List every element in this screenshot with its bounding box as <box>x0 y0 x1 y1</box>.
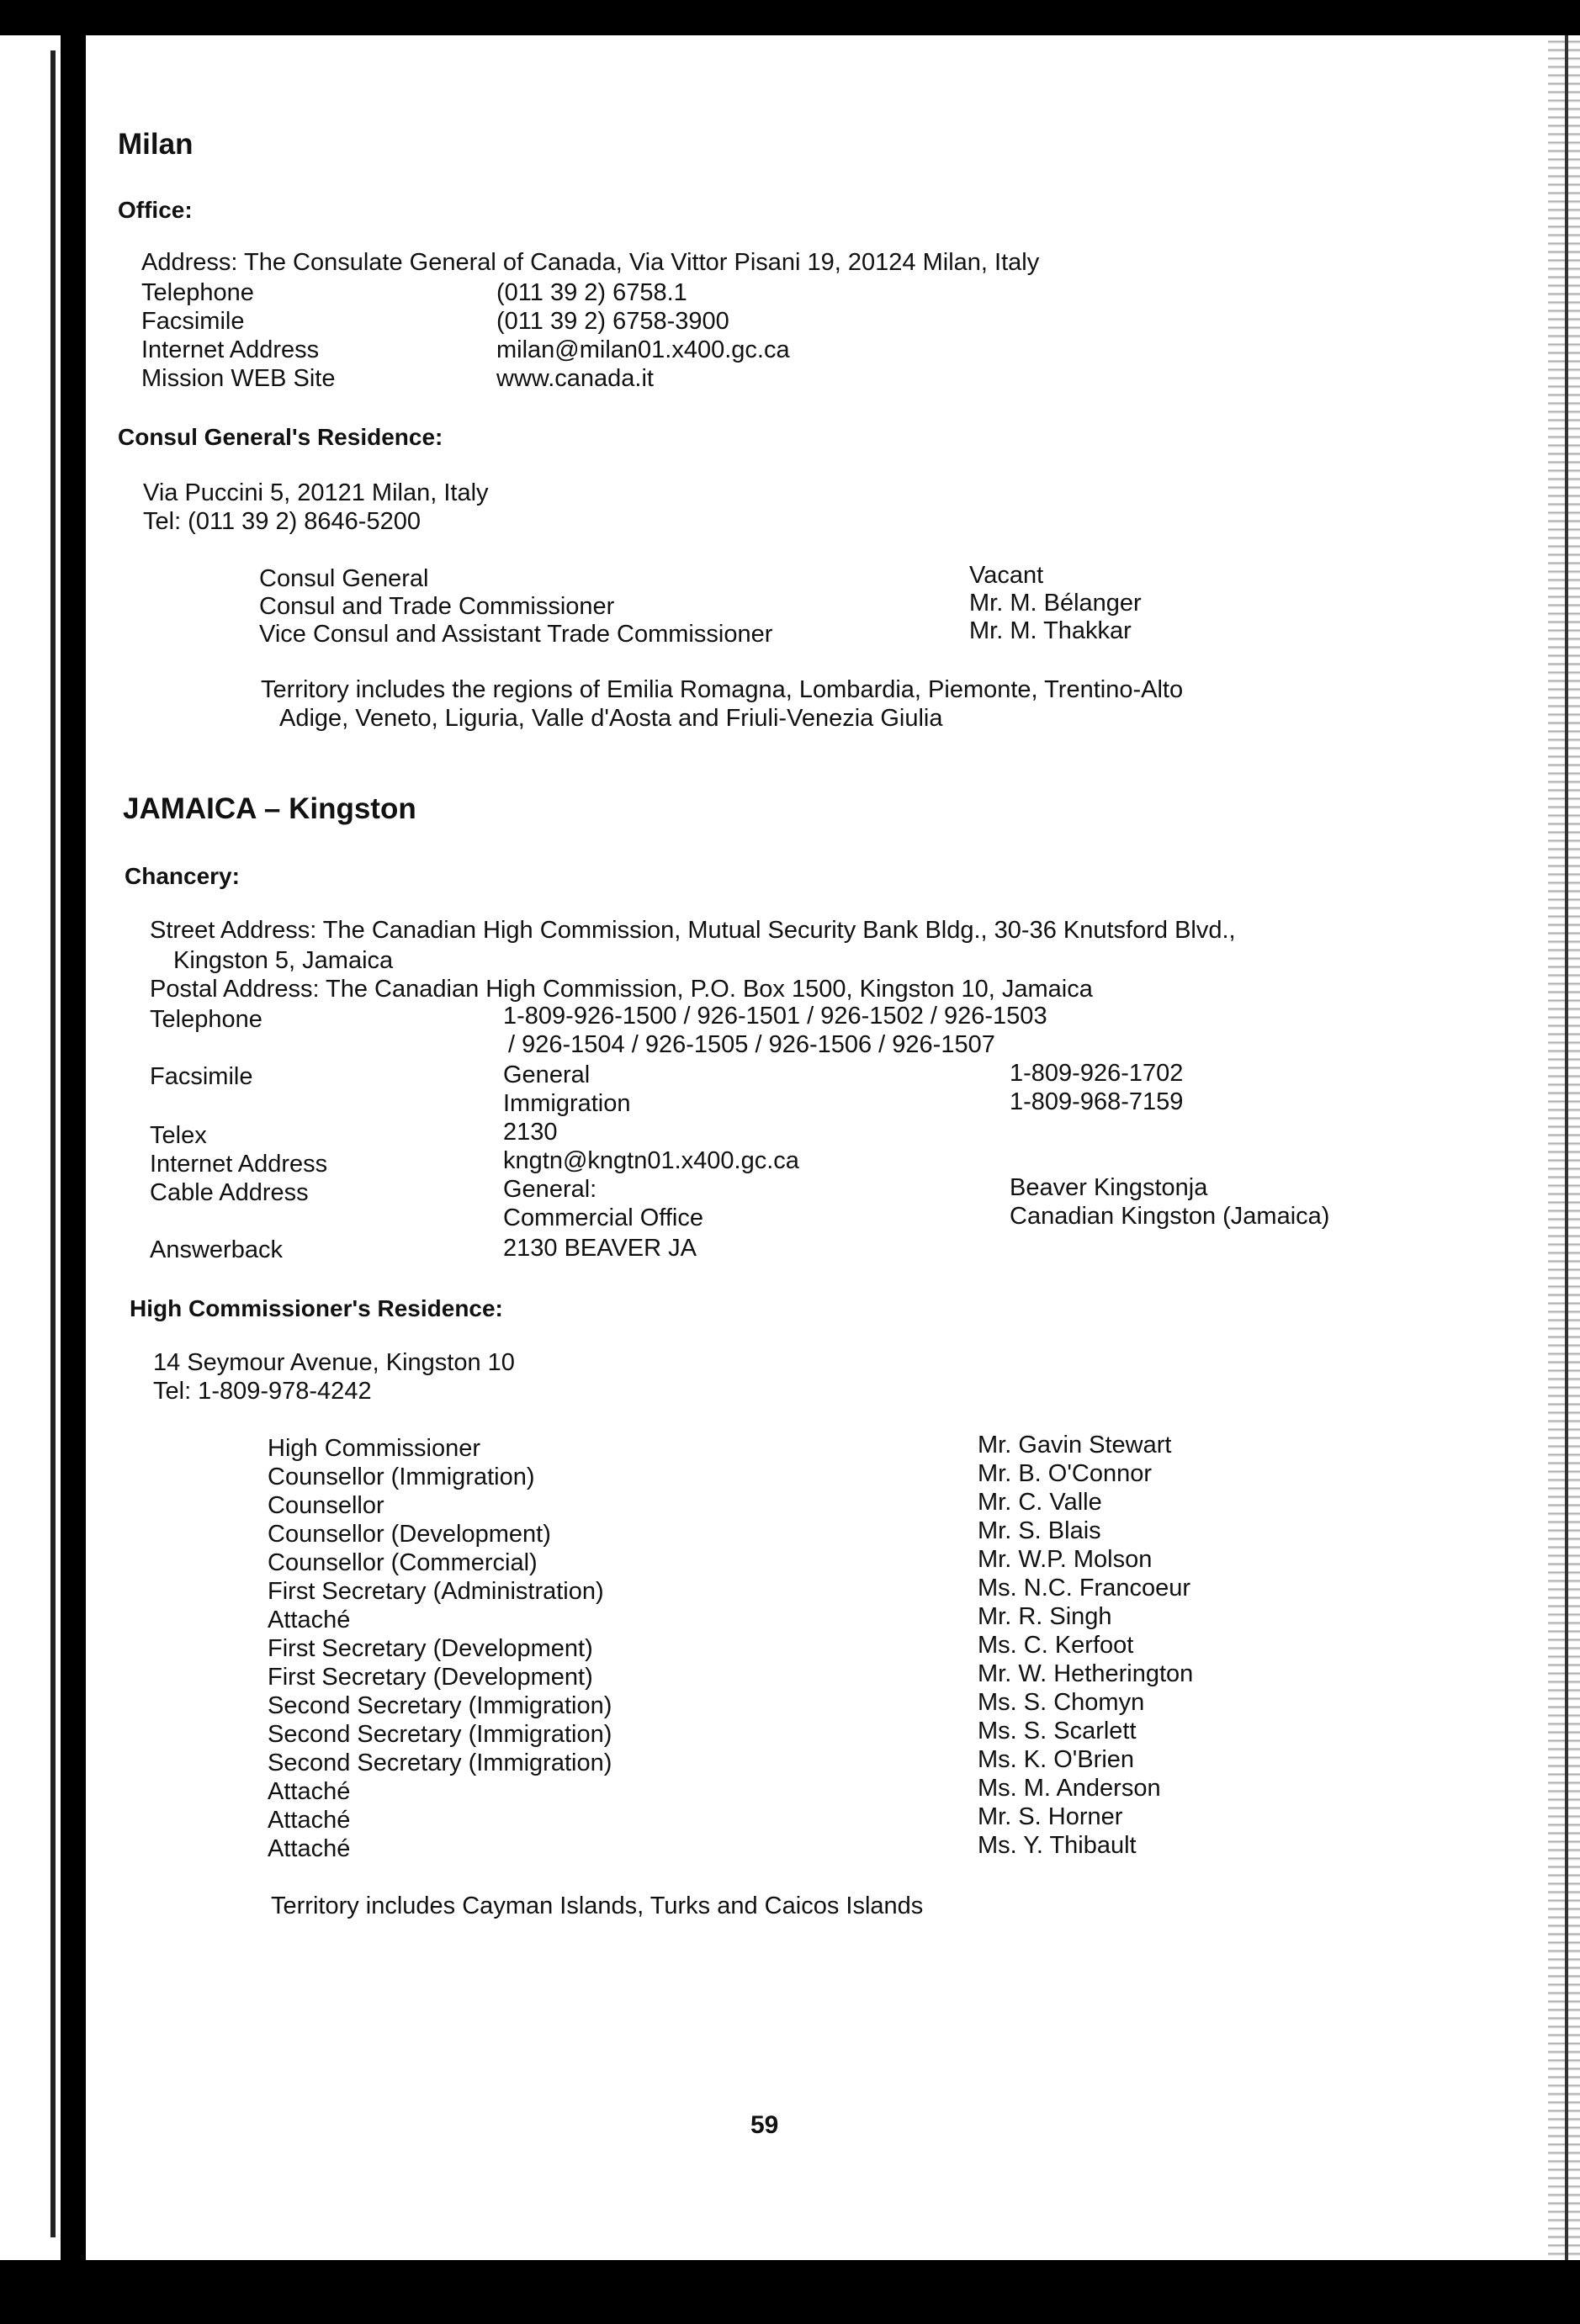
scan-border-right-edge <box>1565 35 1568 2260</box>
jamaica-residence-heading: High Commissioner's Residence: <box>130 1295 503 1321</box>
jamaica-internet-label: Internet Address <box>150 1151 328 1178</box>
jamaica-telephone-label: Telephone <box>150 1006 262 1033</box>
jamaica-street-address: Kingston 5, Jamaica <box>173 947 394 974</box>
jamaica-telephone-line: 1-809-926-1500 / 926-1501 / 926-1502 / 926-1503 <box>503 1003 1047 1030</box>
jamaica-staff-name: Mr. W. Hetherington <box>978 1660 1194 1687</box>
milan-staff-title: Vice Consul and Assistant Trade Commissioner <box>259 621 773 648</box>
jamaica-staff-title: Attaché <box>268 1778 351 1805</box>
jamaica-telex-label: Telex <box>150 1122 207 1149</box>
scan-border-top <box>0 0 1580 35</box>
jamaica-postal-address: Postal Address: The Canadian High Commission, P.O. Box 1500, Kingston 10, Jamaica <box>150 976 1093 1003</box>
jamaica-staff-title: Counsellor <box>268 1492 384 1519</box>
milan-field-value: (011 39 2) 6758.1 <box>496 279 687 306</box>
milan-field-label: Mission WEB Site <box>141 365 336 392</box>
jamaica-staff-name: Ms. C. Kerfoot <box>978 1632 1134 1659</box>
jamaica-staff-title: Attaché <box>268 1835 351 1862</box>
jamaica-staff-name: Mr. S. Blais <box>978 1517 1101 1544</box>
jamaica-staff-name: Ms. N.C. Francoeur <box>978 1575 1190 1601</box>
milan-staff-name: Mr. M. Thakkar <box>969 617 1132 644</box>
milan-staff-title: Consul General <box>259 565 429 592</box>
page-number: 59 <box>750 2111 779 2139</box>
milan-office-address: Address: The Consulate General of Canada, Via Vittor Pisani 19, 20124 Milan, Italy <box>141 249 1040 276</box>
jamaica-answerback-label: Answerback <box>150 1236 283 1263</box>
jamaica-facsimile-sub: Immigration <box>503 1090 631 1117</box>
jamaica-chancery-heading: Chancery: <box>125 863 240 889</box>
jamaica-staff-name: Ms. M. Anderson <box>978 1775 1161 1802</box>
jamaica-residence-line: Tel: 1-809-978-4242 <box>153 1378 372 1405</box>
jamaica-staff-name: Mr. Gavin Stewart <box>978 1432 1172 1458</box>
jamaica-staff-name: Mr. C. Valle <box>978 1489 1102 1516</box>
milan-title: Milan <box>118 128 194 161</box>
jamaica-cable-label: Cable Address <box>150 1179 309 1206</box>
jamaica-staff-title: Second Secretary (Immigration) <box>268 1721 612 1748</box>
jamaica-staff-title: Counsellor (Commercial) <box>268 1549 538 1576</box>
jamaica-staff-title: First Secretary (Development) <box>268 1664 593 1691</box>
milan-field-value: www.canada.it <box>496 365 654 392</box>
milan-field-label: Internet Address <box>141 336 320 363</box>
jamaica-facsimile-label: Facsimile <box>150 1063 253 1090</box>
milan-residence-heading: Consul General's Residence: <box>118 424 443 450</box>
jamaica-staff-name: Mr. S. Horner <box>978 1803 1123 1830</box>
jamaica-residence-line: 14 Seymour Avenue, Kingston 10 <box>153 1349 515 1376</box>
jamaica-telephone-line: / 926-1504 / 926-1505 / 926-1506 / 926-1507 <box>508 1031 995 1058</box>
jamaica-staff-title: High Commissioner <box>268 1435 481 1462</box>
milan-residence-line: Via Puccini 5, 20121 Milan, Italy <box>143 479 489 506</box>
milan-staff-name: Vacant <box>969 562 1044 589</box>
jamaica-cable-sub: Commercial Office <box>503 1204 703 1231</box>
milan-staff-name: Mr. M. Bélanger <box>969 590 1142 617</box>
jamaica-staff-title: Counsellor (Development) <box>268 1521 551 1548</box>
jamaica-staff-name: Ms. S. Chomyn <box>978 1689 1145 1716</box>
jamaica-cable-value: Canadian Kingston (Jamaica) <box>1010 1203 1330 1230</box>
jamaica-staff-name: Ms. K. O'Brien <box>978 1746 1135 1773</box>
jamaica-staff-title: First Secretary (Development) <box>268 1635 593 1662</box>
milan-staff-title: Consul and Trade Commissioner <box>259 593 615 620</box>
jamaica-territory: Territory includes Cayman Islands, Turks and Caicos Islands <box>271 1893 924 1919</box>
scan-border-right <box>1548 35 1580 2260</box>
jamaica-staff-name: Ms. Y. Thibault <box>978 1832 1137 1859</box>
milan-field-value: (011 39 2) 6758-3900 <box>496 308 729 335</box>
jamaica-staff-title: Counsellor (Immigration) <box>268 1464 535 1490</box>
milan-field-label: Telephone <box>141 279 254 306</box>
jamaica-staff-title: Attaché <box>268 1807 351 1834</box>
jamaica-staff-name: Mr. B. O'Connor <box>978 1460 1152 1487</box>
jamaica-telex-value: 2130 <box>503 1119 558 1146</box>
jamaica-staff-name: Ms. S. Scarlett <box>978 1718 1137 1744</box>
jamaica-staff-title: Second Secretary (Immigration) <box>268 1692 612 1719</box>
milan-territory-line: Territory includes the regions of Emilia Romagna, Lombardia, Piemonte, Trentino-Alto <box>261 676 1184 703</box>
jamaica-cable-sub: General: <box>503 1176 597 1203</box>
milan-field-value: milan@milan01.x400.gc.ca <box>496 336 790 363</box>
scan-border-bottom <box>0 2260 1580 2324</box>
jamaica-facsimile-sub: General <box>503 1061 591 1088</box>
jamaica-staff-name: Mr. R. Singh <box>978 1603 1112 1630</box>
jamaica-staff-name: Mr. W.P. Molson <box>978 1546 1153 1573</box>
scan-border-left-thin <box>50 50 56 2237</box>
jamaica-answerback-value: 2130 BEAVER JA <box>503 1235 697 1262</box>
jamaica-cable-value: Beaver Kingstonja <box>1010 1174 1208 1201</box>
jamaica-staff-title: Second Secretary (Immigration) <box>268 1750 612 1776</box>
jamaica-internet-value: kngtn@kngtn01.x400.gc.ca <box>503 1147 799 1174</box>
scan-border-left <box>61 35 86 2260</box>
jamaica-title: JAMAICA – Kingston <box>123 792 416 825</box>
jamaica-facsimile-value: 1-809-926-1702 <box>1010 1060 1184 1087</box>
milan-field-label: Facsimile <box>141 308 245 335</box>
jamaica-street-address: Street Address: The Canadian High Commission, Mutual Security Bank Bldg., 30-36 Knutsford Blvd., <box>150 917 1236 944</box>
milan-office-heading: Office: <box>118 197 193 223</box>
milan-territory-line: Adige, Veneto, Liguria, Valle d'Aosta and Friuli-Venezia Giulia <box>279 705 943 732</box>
jamaica-staff-title: Attaché <box>268 1607 351 1633</box>
jamaica-staff-title: First Secretary (Administration) <box>268 1578 604 1605</box>
milan-residence-line: Tel: (011 39 2) 8646-5200 <box>143 508 421 535</box>
jamaica-facsimile-value: 1-809-968-7159 <box>1010 1088 1184 1115</box>
